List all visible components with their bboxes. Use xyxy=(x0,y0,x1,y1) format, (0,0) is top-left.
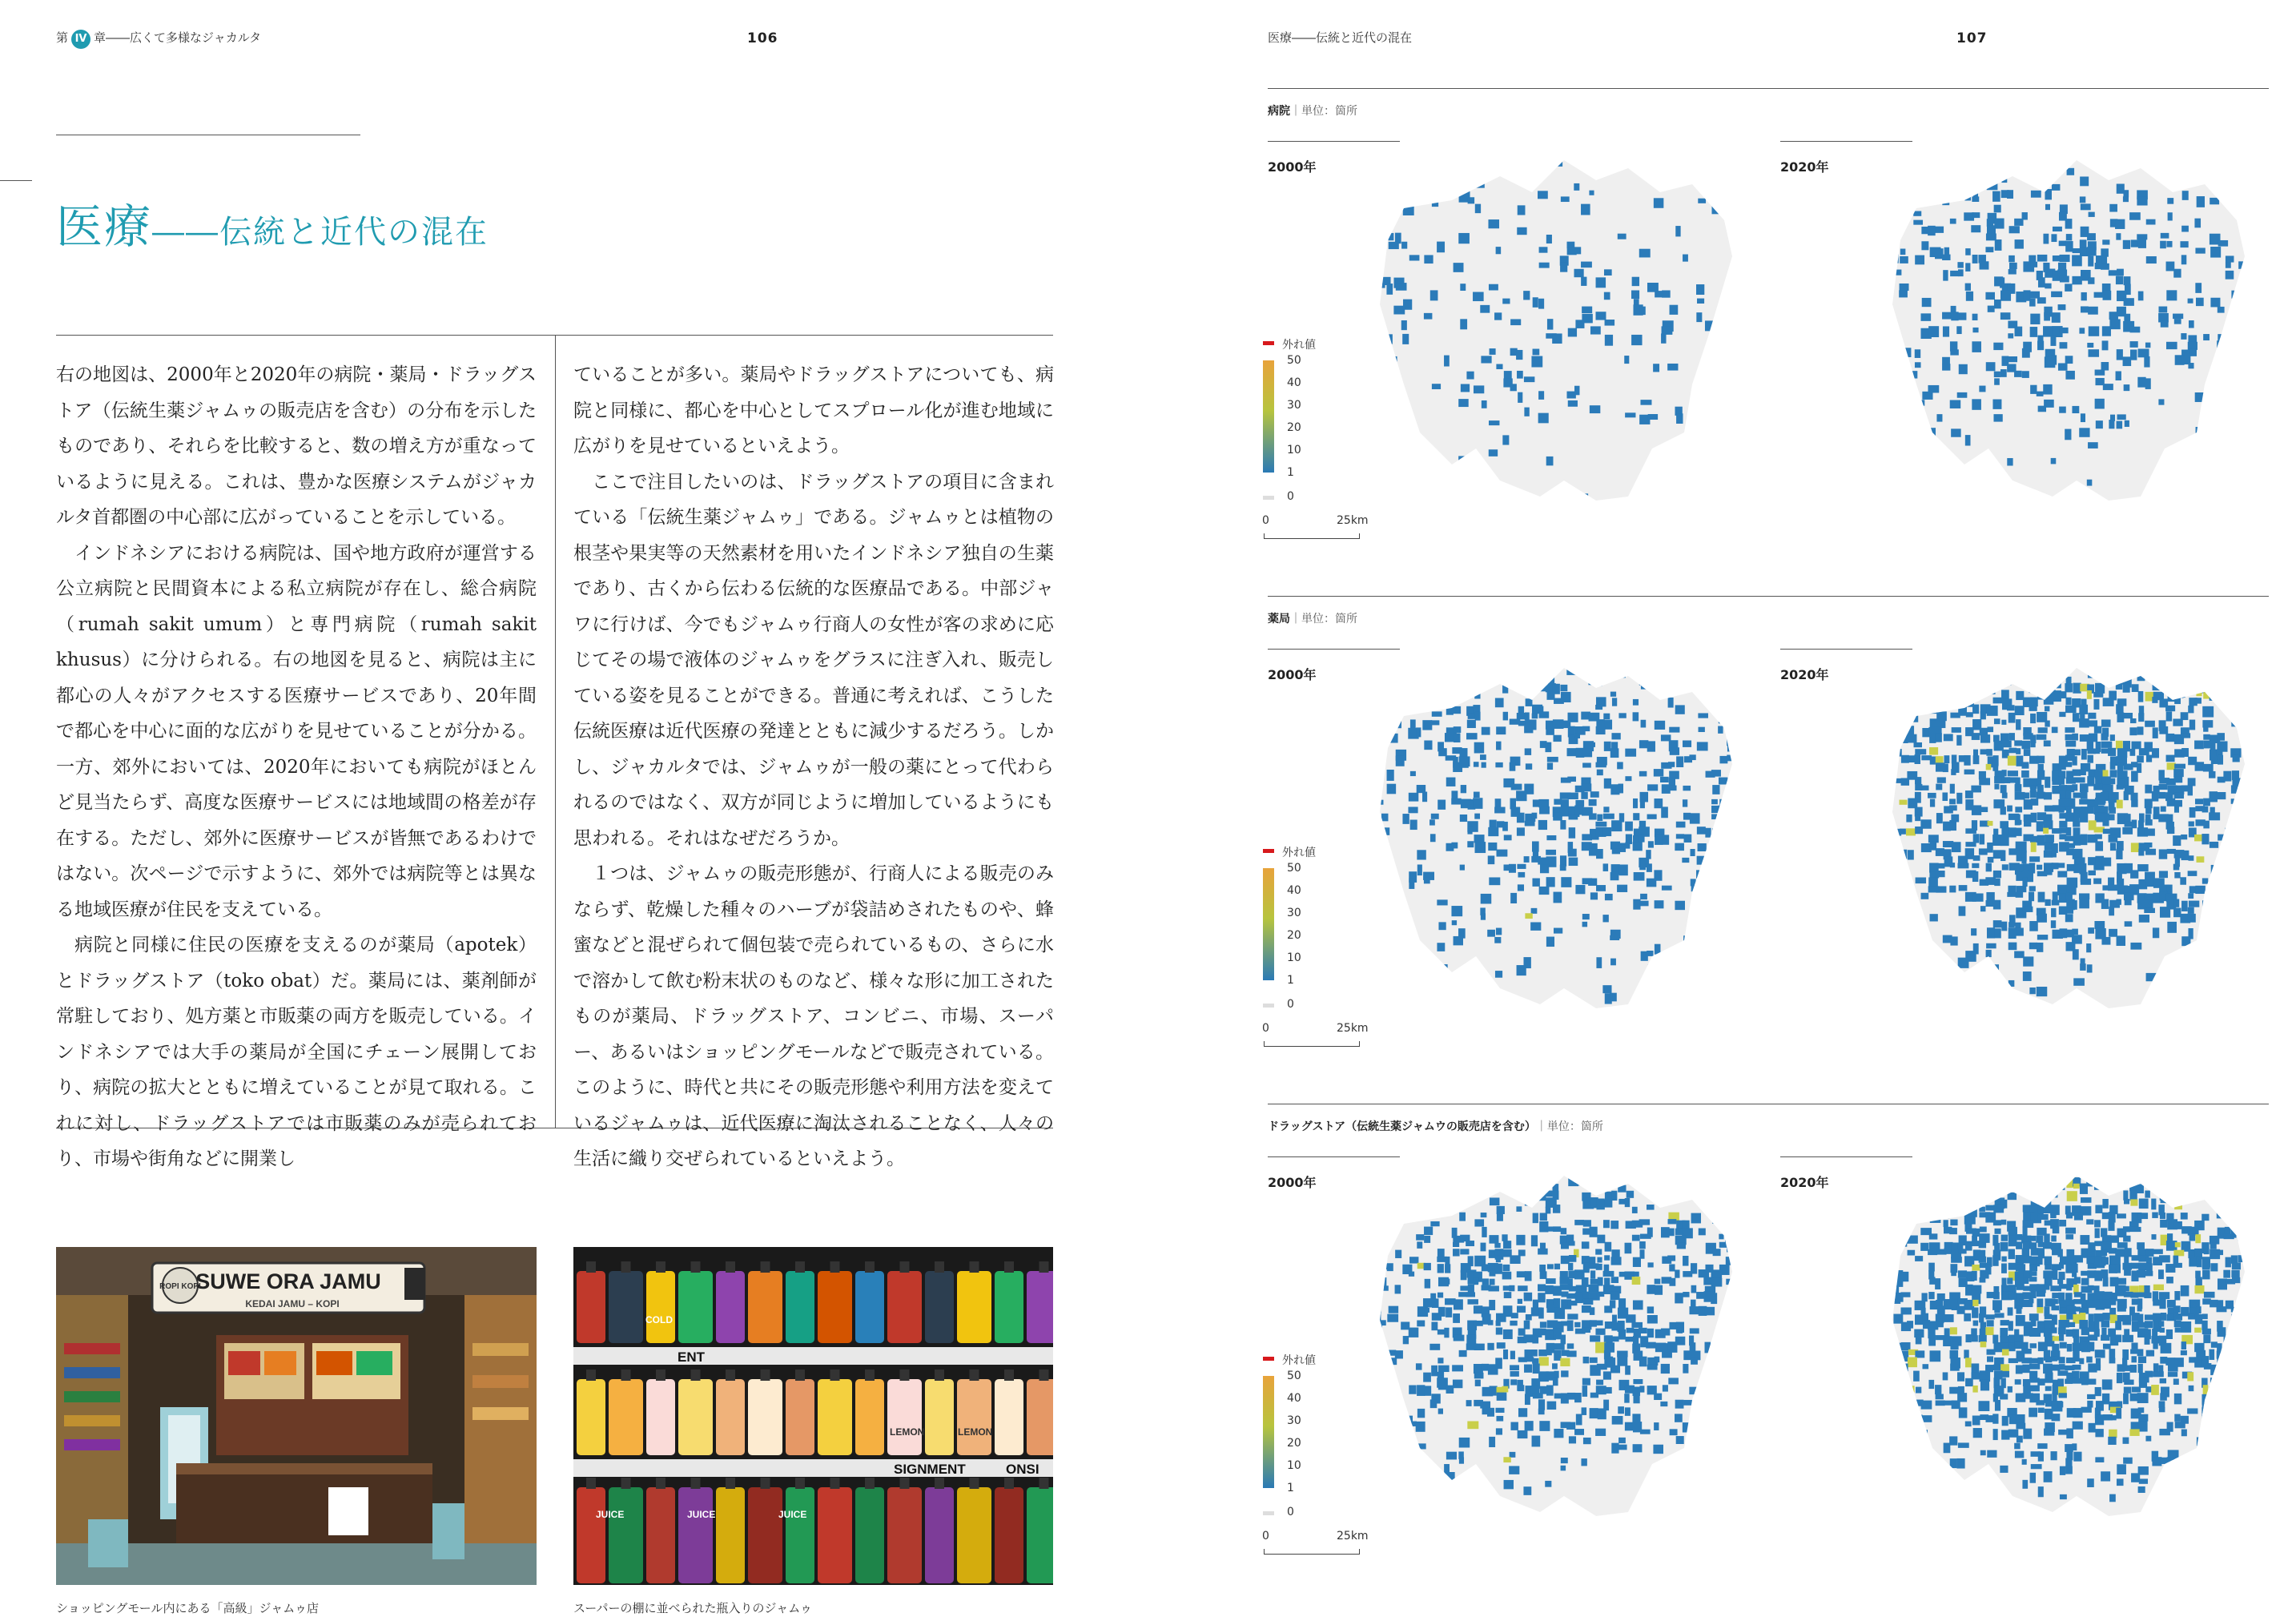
legend-tick: 50 xyxy=(1287,1370,1301,1382)
scale-line xyxy=(1264,1041,1360,1047)
color-ramp xyxy=(1263,868,1274,980)
section-title: 薬局 xyxy=(1268,613,1290,625)
legend-tick: 40 xyxy=(1287,1392,1301,1405)
photo-1-caption: ショッピングモール内にある「高級」ジャムゥ店 xyxy=(56,1601,320,1615)
legend xyxy=(1260,844,1348,1012)
legend xyxy=(1260,1352,1348,1520)
chapter-prefix: 第 xyxy=(56,30,69,45)
section-unit: ｜単位：箇所 xyxy=(1290,613,1357,625)
scale-bar xyxy=(1262,1022,1369,1054)
color-ramp xyxy=(1263,360,1274,473)
photo-2-caption: スーパーの棚に並べられた瓶入りのジャムゥ xyxy=(573,1601,813,1615)
paragraph: 病院と同様に住民の医療を支えるのが薬局（apotek）とドラッグストア（toko obat）だ。薬局には、薬剤師が常駐しており、処方薬と市販薬の両方を販売している。インドネシアでは大手の薬局が全国にチェーン展開しており、病院の拡大とともに増えていることが見て取れる。これに対し、ドラッグストアでは市販薬のみが売られており、市場や街角などに開業し xyxy=(56,935,537,1169)
paragraph: 右の地図は、2000年と2020年の病院・薬局・ドラッグストア（伝統生薬ジャムゥの販売店を含む）の分布を示したものであり、それらを比較すると、数の増え方が重なっているように見える。これは、豊かな医療システムがジャカルタ首都圏の中心部に広がっていることを示している。 xyxy=(56,364,537,528)
legend-tick: 50 xyxy=(1287,354,1301,367)
legend-tick: 1 xyxy=(1287,974,1294,987)
year-label: 2020年 xyxy=(1780,667,1829,682)
legend xyxy=(1260,336,1348,505)
shop-logo: ROPI KOPI xyxy=(159,1282,201,1291)
year-rule xyxy=(1780,649,1912,650)
section-unit: ｜単位：箇所 xyxy=(1290,105,1357,118)
year-rule xyxy=(1268,649,1400,650)
year-rule xyxy=(1780,1156,1912,1157)
map-drugstore-2020 xyxy=(1868,1160,2253,1536)
outlier-swatch xyxy=(1263,341,1274,345)
legend-tick: 30 xyxy=(1287,907,1301,919)
section-rule xyxy=(1268,596,2269,597)
color-ramp xyxy=(1263,1376,1274,1488)
legend-tick: 10 xyxy=(1287,444,1301,457)
outlier-swatch xyxy=(1263,1357,1274,1361)
legend-tick: 0 xyxy=(1287,490,1294,503)
jamu-shelf-photo xyxy=(573,1247,1053,1585)
zero-swatch xyxy=(1263,496,1274,500)
shelf-sign: ENT xyxy=(678,1349,705,1365)
section-title-drugstore xyxy=(1268,1118,1603,1134)
bottle-label: LEMON xyxy=(890,1426,925,1438)
year-rule xyxy=(1268,141,1400,142)
scale-line xyxy=(1264,533,1360,539)
section-title: ドラッグストア（伝統生薬ジャムウの販売店を含む） xyxy=(1268,1120,1536,1133)
page-number-left: 106 xyxy=(747,30,778,46)
page-title-main: 医療 xyxy=(56,199,153,254)
map-pharmacy-2020 xyxy=(1868,652,2253,1028)
legend-tick: 40 xyxy=(1287,376,1301,389)
outlier-label: 外れ値 xyxy=(1282,339,1316,352)
map-pharmacy-2000 xyxy=(1356,652,1740,1028)
paragraph: インドネシアにおける病院は、国や地方政府が運営する公立病院と民間資本による私立病院が存在し、総合病院（rumah sakit umum）と専門病院（rumah sakit khusus）に分けられる。右の地図を見ると、病院は主に都心の人々がアクセスする医療サービスであり、20年間で都心を中心に面的な広がりを見せていることが分かる。一方、郊外においては、2020年においても病院がほとんど見当たらず、高度な医療サービスには地域間の格差が存在する。ただし、郊外に医療サービスが皆無であるわけではない。次ページで示すように、郊外では病院等とは異なる地域医療が住民を支えている。 xyxy=(56,542,537,920)
year-label: 2020年 xyxy=(1780,1175,1829,1190)
zero-swatch xyxy=(1263,1004,1274,1008)
scale-start: 0 xyxy=(1262,1530,1269,1543)
shelf-sign: SIGNMENT xyxy=(894,1462,966,1477)
legend-tick: 20 xyxy=(1287,1437,1301,1450)
body-column-2 xyxy=(573,357,1054,1177)
page-title-sub: ――伝統と近代の混在 xyxy=(152,214,489,251)
map-hospital-2000 xyxy=(1356,144,1740,521)
scale-line xyxy=(1264,1549,1360,1555)
section-title: 病院 xyxy=(1268,105,1290,118)
paragraph: ていることが多い。薬局やドラッグストアについても、病院と同様に、都心を中心としてスプロール化が進む地域に広がりを見せているといえよう。 xyxy=(573,364,1054,457)
page-title xyxy=(56,189,489,256)
zero-swatch xyxy=(1263,1511,1274,1515)
legend-tick: 20 xyxy=(1287,929,1301,942)
year-rule xyxy=(1780,141,1912,142)
outlier-swatch xyxy=(1263,849,1274,853)
section-title-hospital xyxy=(1268,103,1357,119)
shop-sign-subtext: KEDAI JAMU – KOPI xyxy=(245,1298,340,1309)
bottle-label: LEMON xyxy=(958,1426,993,1438)
year-label: 2000年 xyxy=(1268,1175,1317,1190)
column-divider xyxy=(555,335,556,1128)
shelf-sign: ONSI xyxy=(1006,1462,1039,1477)
legend-tick: 10 xyxy=(1287,1459,1301,1472)
juice-label: JUICE xyxy=(778,1509,807,1520)
juice-label: JUICE xyxy=(687,1509,716,1520)
scale-start: 0 xyxy=(1262,514,1269,527)
outlier-label: 外れ値 xyxy=(1282,847,1316,859)
legend-tick: 20 xyxy=(1287,421,1301,434)
body-column-1 xyxy=(56,357,537,1177)
page-number-right: 107 xyxy=(1956,30,1988,46)
chapter-number-badge: IV xyxy=(71,30,90,49)
scale-start: 0 xyxy=(1262,1022,1269,1035)
legend-tick: 0 xyxy=(1287,998,1294,1011)
chapter-suffix: 章 xyxy=(94,30,107,45)
map-base xyxy=(1380,160,1732,501)
scale-bar xyxy=(1262,514,1369,546)
year-rule xyxy=(1268,1156,1400,1157)
section-unit: ｜単位：箇所 xyxy=(1535,1120,1603,1133)
scale-end: 25km xyxy=(1337,514,1369,527)
chapter-header xyxy=(56,29,261,49)
legend-tick: 1 xyxy=(1287,1482,1294,1494)
year-label: 2020年 xyxy=(1780,159,1829,175)
map-hospital-2020 xyxy=(1868,144,2253,521)
running-title: 医療――伝統と近代の混在 xyxy=(1268,30,1413,45)
scale-end: 25km xyxy=(1337,1530,1369,1543)
legend-tick: 50 xyxy=(1287,862,1301,875)
right-page xyxy=(1148,0,2296,1621)
legend-tick: 30 xyxy=(1287,1414,1301,1427)
paragraph: ここで注目したいのは、ドラッグストアの項目に含まれている「伝統生薬ジャムゥ」である。ジャムゥとは植物の根茎や果実等の天然素材を用いたインドネシア独自の生薬であり、古くから伝わる伝統的な医療品である。中部ジャワに行けば、今でもジャムゥ行商人の女性が客の求めに応じてその場で液体のジャムゥをグラスに注ぎ入れ、販売している姿を見ることができる。普通に考えれば、こうした伝統医療は近代医療の発達とともに減少するだろう。しかし、ジャカルタでは、ジャムゥが一般の薬にとって代わられるのではなく、双方が同じように増加しているようにも思われる。それはなぜだろうか。 xyxy=(573,471,1054,849)
legend-tick: 40 xyxy=(1287,884,1301,897)
bottle-label: COLD xyxy=(645,1314,673,1325)
jamu-shop-photo xyxy=(56,1247,537,1585)
chapter-title: ――広くて多様なジャカルタ xyxy=(106,30,262,45)
outlier-label: 外れ値 xyxy=(1282,1354,1316,1367)
year-label: 2000年 xyxy=(1268,159,1317,175)
section-title-pharmacy xyxy=(1268,610,1357,626)
juice-label: JUICE xyxy=(596,1509,625,1520)
legend-tick: 30 xyxy=(1287,399,1301,412)
paragraph: １つは、ジャムゥの販売形態が、行商人による販売のみならず、乾燥した種々のハーブが袋詰めされたものや、蜂蜜などと混ぜられて個包装で売られているもの、さらに水で溶かして飲む粉末状のものなど、様々な形に加工されたものが薬局、ドラッグストア、コンビニ、市場、スーパー、あるいはショッピングモールなどで販売されている。このように、時代と共にその販売形態や利用方法を変えているジャムゥは、近代医療に淘汰されることなく、人々の生活に織り交ぜられているといえよう。 xyxy=(573,863,1054,1169)
section-rule xyxy=(1268,88,2269,89)
legend-tick: 10 xyxy=(1287,951,1301,964)
title-margin-mark xyxy=(0,180,32,181)
map-drugstore-2000 xyxy=(1356,1160,1740,1536)
year-label: 2000年 xyxy=(1268,667,1317,682)
scale-end: 25km xyxy=(1337,1022,1369,1035)
legend-tick: 1 xyxy=(1287,466,1294,479)
legend-tick: 0 xyxy=(1287,1506,1294,1518)
scale-bar xyxy=(1262,1530,1369,1562)
shop-sign-text: SUWE ORA JAMU xyxy=(195,1269,381,1293)
